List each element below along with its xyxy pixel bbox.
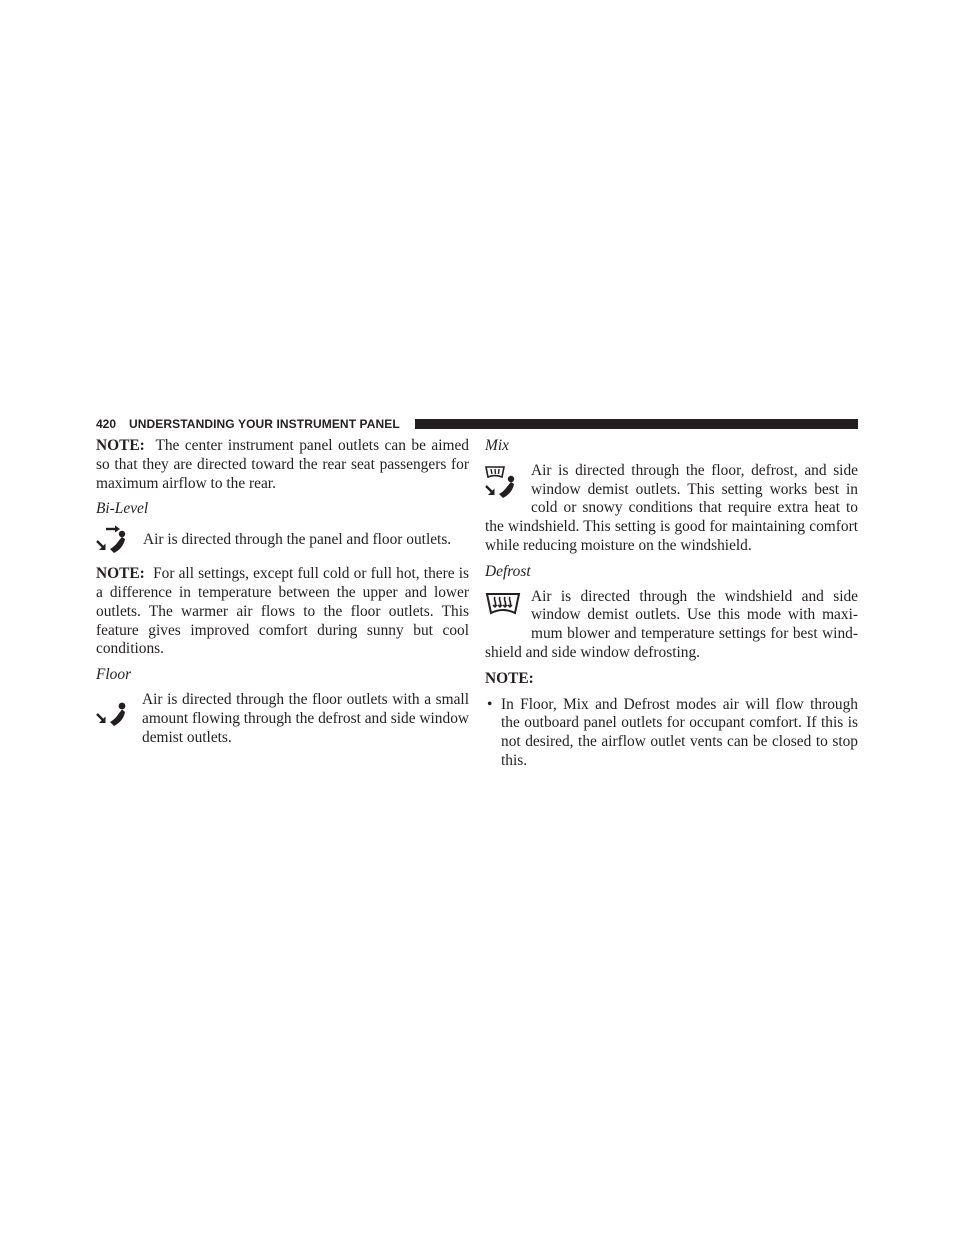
defrost-text: Air is directed through the windshield and side window demist outlets. Use this mode with maximum blower and temperature settings for best windshield and side window defrosting. [485, 587, 858, 661]
floor-heading: Floor [96, 666, 132, 684]
mix-heading: Mix [485, 437, 509, 454]
section-title: UNDERSTANDING YOUR INSTRUMENT PANEL [129, 417, 400, 431]
page-header [96, 417, 858, 431]
page-number: 420 [96, 417, 117, 431]
floor-paragraph [96, 691, 469, 747]
list-item: • In Floor, Mix and Defrost modes air will flow through the outboard panel outlets for occupant comfort. If this is not desired, the airflow outlet vents can be closed to stop this. [485, 696, 858, 771]
note-bullet-list [485, 696, 858, 771]
bilevel-heading: Bi-Level [96, 500, 149, 518]
bi-level-icon [96, 525, 134, 555]
defrost-paragraph [485, 588, 858, 663]
defrost-icon [485, 591, 523, 627]
mix-text: Air is directed through the floor, defrost, and side window demist outlets. This setting works best in cold or snowy conditions that require extra heat to the windshield. This setting is good for maintaining comfort while reducing moisture on the windshield. [485, 461, 858, 554]
note-text: The center instrument panel outlets can be aimed so that they are directed toward the rear seat passengers for maximum airflow to the rear. [96, 437, 470, 492]
bilevel-row [96, 525, 469, 555]
header-rule-bar [415, 419, 858, 429]
note-modes-label [485, 670, 858, 689]
right-column [485, 437, 858, 771]
left-column [96, 437, 469, 754]
mix-icon [485, 465, 523, 501]
note-temperature [96, 565, 469, 659]
note-label: NOTE: [96, 437, 145, 454]
mix-paragraph [485, 462, 858, 556]
note-text: For all settings, except full cold or full hot, there is a difference in temperature between the upper and lower outlets. The warmer air flows to the floor outlets. This feature gives improved comfort during sunny but cool conditions. [96, 565, 469, 658]
note-label: NOTE: [96, 565, 145, 583]
defrost-heading: Defrost [485, 562, 531, 580]
bilevel-text: Air is directed through the panel and floor outlets. [143, 530, 452, 548]
floor-text: Air is directed through the floor outlets with a small amount flowing through the defrost and side window demist outlets. [142, 690, 469, 746]
note-label: NOTE: [485, 669, 534, 687]
floor-icon [96, 694, 134, 730]
note-center-outlets [96, 437, 469, 493]
